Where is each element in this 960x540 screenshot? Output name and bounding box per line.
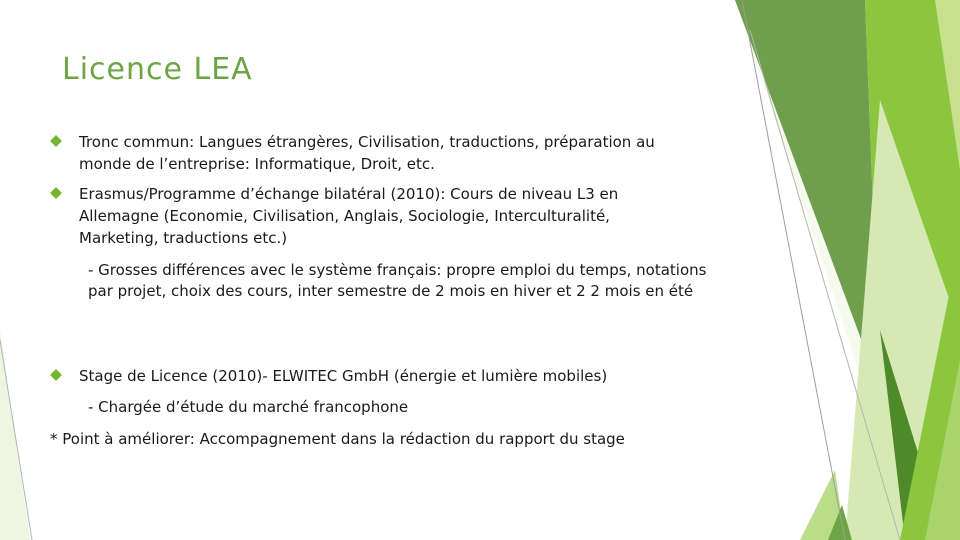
facet-shape <box>735 0 880 390</box>
bullet-item <box>50 183 690 249</box>
bullet-text: Stage de Licence (2010)- ELWITEC GmbH (énergie et lumière mobiles) <box>79 367 608 385</box>
bullet-item <box>50 131 690 175</box>
diamond-bullet-icon <box>50 135 62 147</box>
bullet-text: Erasmus/Programme d’échange bilatéral (2010): Cours de niveau L3 en Allemagne (Economie, Civilisation, Anglais, Sociologie, Interculturalité, Marketing, traductions etc.) <box>79 185 619 247</box>
sub-item: - Grosses différences avec le système français: propre emploi du temps, notations par projet, choix des cours, inter semestre de 2 mois en hiver et 2 2 mois en été <box>88 261 707 300</box>
sub-item: - Chargée d’étude du marché francophone <box>88 398 409 416</box>
slide-title: Licence LEA <box>62 52 253 87</box>
bullet-item <box>50 365 690 387</box>
improvement-note: * Point à améliorer: Accompagnement dans la rédaction du rapport du stage <box>50 430 625 448</box>
diamond-bullet-icon <box>50 369 62 381</box>
bullet-text: Tronc commun: Langues étrangères, Civilisation, traductions, préparation au monde de l’entreprise: Informatique, Droit, etc. <box>79 133 655 173</box>
diamond-bullet-icon <box>50 187 62 199</box>
